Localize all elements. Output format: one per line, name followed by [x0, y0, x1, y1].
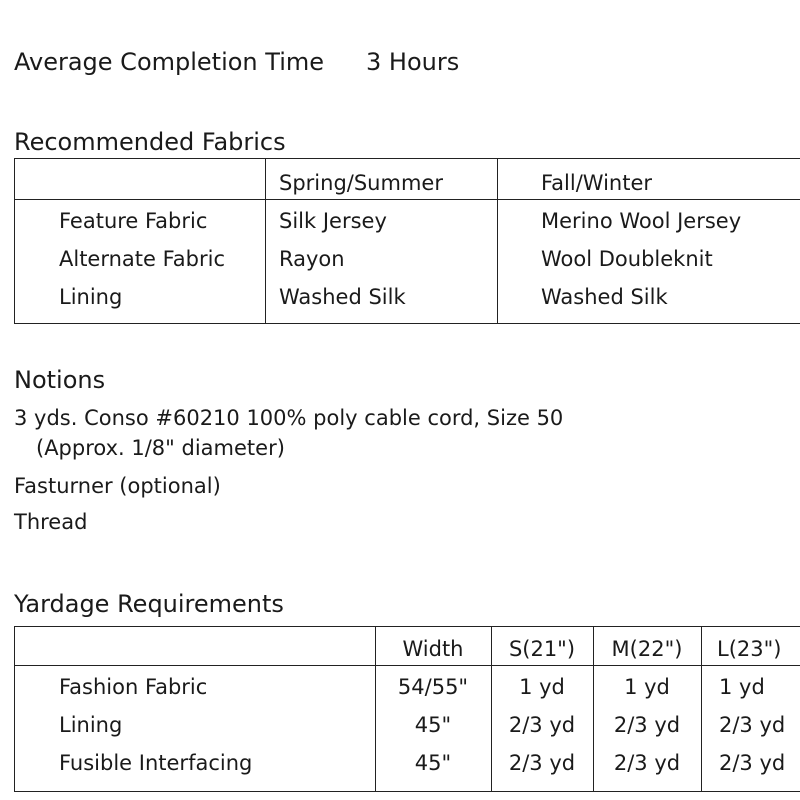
yardage-cell: 1 yd — [719, 675, 765, 699]
notions-title: Notions — [14, 366, 106, 394]
yardage-cell: 1 yd — [519, 675, 565, 699]
fabrics-cell: Merino Wool Jersey — [541, 209, 742, 233]
yardage-cell: 2/3 yd — [719, 751, 786, 775]
yardage-row-label: Fashion Fabric — [59, 675, 208, 699]
fabrics-cell: Wool Doubleknit — [541, 247, 713, 271]
yardage-header-width: Width — [402, 637, 464, 661]
fabrics-cell: Washed Silk — [541, 285, 668, 309]
fabrics-header-spring: Spring/Summer — [279, 171, 443, 195]
fabrics-cell: Silk Jersey — [279, 209, 387, 233]
yardage-cell: 54/55" — [397, 675, 469, 699]
yardage-header-medium: M(22") — [611, 637, 683, 661]
yardage-cell: 45" — [414, 751, 452, 775]
fabrics-cell: Rayon — [279, 247, 345, 271]
notions-item: (Approx. 1/8" diameter) — [36, 436, 285, 460]
yardage-cell: 2/3 yd — [613, 713, 681, 737]
yardage-title: Yardage Requirements — [14, 590, 284, 618]
yardage-cell: 45" — [414, 713, 452, 737]
yardage-cell: 2/3 yd — [508, 713, 576, 737]
yardage-header-large: L(23") — [717, 637, 782, 661]
fabrics-header-rule — [15, 199, 800, 200]
yardage-table — [14, 626, 800, 792]
yardage-cell: 2/3 yd — [508, 751, 576, 775]
fabrics-row-label: Lining — [59, 285, 123, 309]
yardage-row-label: Lining — [59, 713, 123, 737]
yardage-cell: 1 yd — [624, 675, 670, 699]
yardage-header-small: S(21") — [508, 637, 576, 661]
fabrics-table — [14, 158, 800, 324]
fabrics-cell: Washed Silk — [279, 285, 406, 309]
yardage-cell: 2/3 yd — [613, 751, 681, 775]
yardage-row-label: Fusible Interfacing — [59, 751, 253, 775]
yardage-divider — [701, 627, 702, 791]
fabrics-row-label: Alternate Fabric — [59, 247, 225, 271]
fabrics-row-label: Feature Fabric — [59, 209, 208, 233]
fabrics-divider — [497, 159, 498, 323]
fabrics-divider — [265, 159, 266, 323]
yardage-header-rule — [15, 665, 800, 666]
notions-item: Fasturner (optional) — [14, 474, 221, 498]
notions-item: Thread — [14, 510, 88, 534]
yardage-cell: 2/3 yd — [719, 713, 786, 737]
completion-time-label: Average Completion Time — [14, 48, 325, 76]
completion-time-value: 3 Hours — [366, 48, 460, 76]
fabrics-header-fall: Fall/Winter — [541, 171, 652, 195]
notions-item: 3 yds. Conso #60210 100% poly cable cord, Size 50 — [14, 406, 564, 430]
fabrics-title: Recommended Fabrics — [14, 128, 286, 156]
